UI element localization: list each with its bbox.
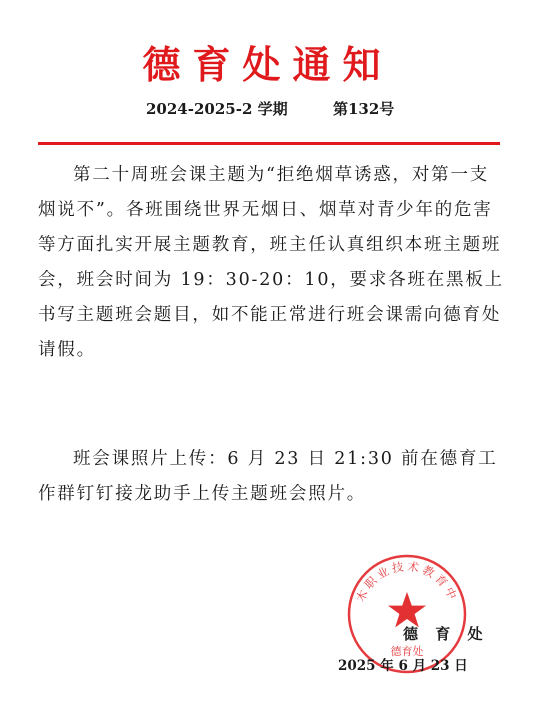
notice-paragraph-1: 第二十周班会课主题为“拒绝烟草诱惑，对第一支烟说不”。各班围绕世界无烟日、烟草对青少年的危害等方面扎实开展主题教育，班主任认真组织本班主题班会，班会时间为 19：30-20：10，要求各班在黑板上书写主题班会题目，如不能正常进行班会课需向德育处请假。	[38, 165, 504, 360]
notice-paragraph-2: 班会课照片上传：6 月 23 日 21:30 前在德育工作群钉钉接龙助手上传主题班会照片。	[38, 449, 498, 504]
issuer-signature: 德 育 处	[403, 625, 489, 643]
notice-title: 德育处通知	[142, 42, 393, 87]
issue-date: 2025 年 6 月 23 日	[338, 658, 468, 674]
issue-number: 第132号	[333, 100, 395, 118]
header-divider	[38, 142, 500, 145]
seal-center-text: 德育处	[390, 645, 424, 658]
seal-ring-text: 木职业技术教育中	[353, 559, 461, 605]
term-label: 2024-2025-2 学期	[146, 100, 288, 118]
